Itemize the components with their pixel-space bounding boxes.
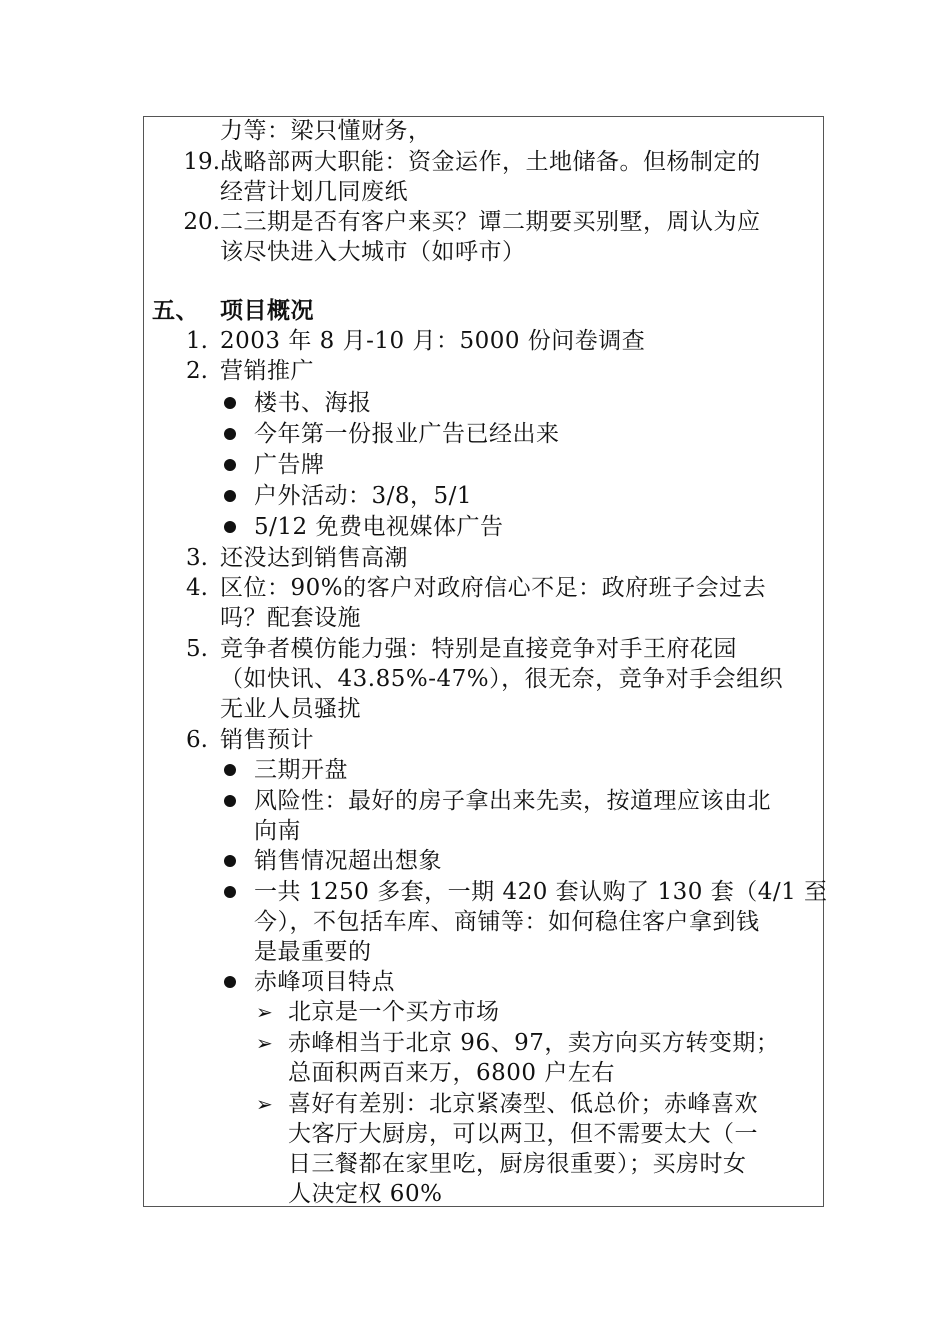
sub-bullet-text: 赤峰相当于北京 96、97，卖方向买方转变期；	[288, 1030, 780, 1056]
sub-bullet-text: 总面积两百来万，6800 户左右	[288, 1060, 615, 1086]
sub-bullet-text: 人决定权 60%	[288, 1181, 443, 1207]
bullet-icon	[224, 795, 236, 807]
text-line: 力等：梁只懂财务，	[220, 118, 432, 144]
arrow-bullet-icon: ➢	[256, 1000, 273, 1024]
bullet-text: 是最重要的	[254, 939, 372, 965]
text-line: 二三期是否有客户来买？谭二期要买别墅，周认为应	[220, 209, 761, 235]
bullet-text: 风险性：最好的房子拿出来先卖，按道理应该由北	[254, 788, 771, 814]
bullet-icon	[224, 521, 236, 533]
bullet-text: 销售情况超出想象	[254, 848, 442, 874]
bullet-text: 广告牌	[254, 452, 325, 478]
text-line: 经营计划几同废纸	[220, 179, 408, 205]
text-line: 吗？配套设施	[220, 605, 361, 631]
bullet-text: 楼书、海报	[254, 390, 372, 416]
text-line: 无业人员骚扰	[220, 696, 361, 722]
text-line: 该尽快进入大城市（如呼市）	[220, 239, 526, 265]
bullet-icon	[224, 397, 236, 409]
sub-bullet-text: 日三餐都在家里吃，厨房很重要）；买房时女	[288, 1151, 747, 1177]
list-number: 5.	[186, 636, 208, 662]
section-title: 项目概况	[220, 297, 314, 324]
text-line: 区位：90%的客户对政府信心不足：政府班子会过去	[220, 575, 767, 601]
sub-bullet-text: 大客厅大厨房，可以两卫，但不需要太大（一	[288, 1121, 758, 1147]
bullet-icon	[224, 976, 236, 988]
bullet-icon	[224, 886, 236, 898]
bullet-text: 赤峰项目特点	[254, 969, 395, 995]
section-marker: 五、	[152, 297, 199, 324]
text-line: 销售预计	[220, 727, 314, 753]
bullet-icon	[224, 428, 236, 440]
bullet-icon	[224, 490, 236, 502]
bullet-text: 今），不包括车库、商铺等：如何稳住客户拿到钱	[254, 909, 760, 935]
bullet-text: 三期开盘	[254, 757, 348, 783]
sub-bullet-text: 北京是一个买方市场	[288, 999, 500, 1025]
list-number: 3.	[186, 545, 208, 571]
text-line: 营销推广	[220, 358, 314, 384]
list-number: 2.	[186, 358, 208, 384]
arrow-bullet-icon: ➢	[256, 1031, 273, 1055]
text-line: 2003 年 8 月-10 月：5000 份问卷调查	[220, 328, 646, 354]
text-line: （如快讯、43.85%-47%），很无奈，竞争对手会组织	[220, 666, 784, 692]
bullet-icon	[224, 459, 236, 471]
bullet-icon	[224, 764, 236, 776]
bullet-text: 向南	[254, 818, 301, 844]
text-line: 还没达到销售高潮	[220, 545, 408, 571]
text-line: 战略部两大职能：资金运作，土地储备。但杨制定的	[220, 149, 761, 175]
bullet-text: 5/12 免费电视媒体广告	[254, 514, 504, 540]
bullet-text: 一共 1250 多套，一期 420 套认购了 130 套（4/1 至	[254, 879, 828, 905]
list-number: 1.	[186, 328, 208, 354]
list-number: 6.	[186, 727, 208, 753]
list-number: 20.	[183, 209, 220, 235]
list-number: 19.	[183, 149, 220, 175]
list-number: 4.	[186, 575, 208, 601]
arrow-bullet-icon: ➢	[256, 1092, 273, 1116]
bullet-icon	[224, 855, 236, 867]
bullet-text: 今年第一份报业广告已经出来	[254, 421, 560, 447]
text-line: 竞争者模仿能力强：特别是直接竞争对手王府花园	[220, 636, 737, 662]
sub-bullet-text: 喜好有差别：北京紧凑型、低总价；赤峰喜欢	[288, 1091, 758, 1117]
bullet-text: 户外活动：3/8，5/1	[254, 483, 473, 509]
